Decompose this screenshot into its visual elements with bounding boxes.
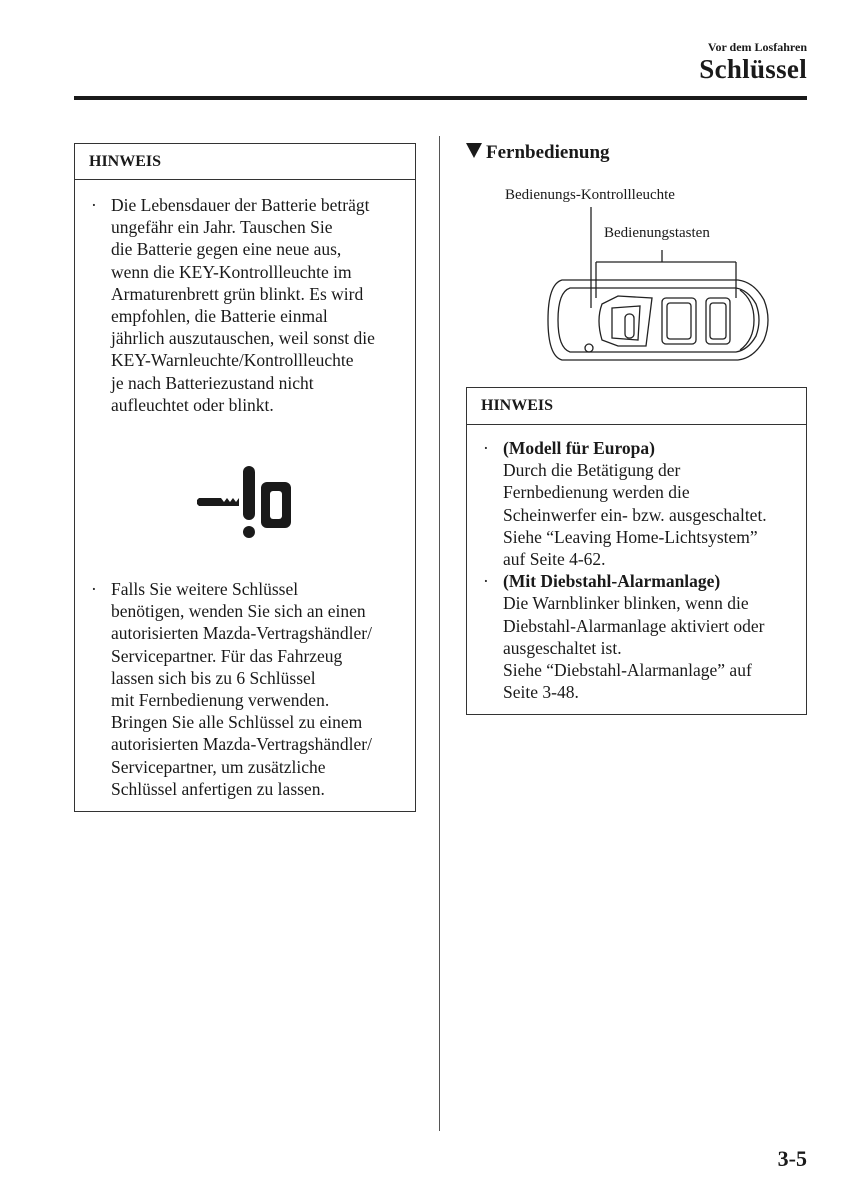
bullet-line: Seite 3-48. (503, 682, 579, 703)
bullet-dot: · (91, 579, 97, 599)
bullet-line: autorisierten Mazda-Vertragshändler/ (111, 734, 372, 755)
note-heading: HINWEIS (89, 152, 162, 170)
bullet-line: Servicepartner, um zusätzliche (111, 756, 326, 777)
page-title: Schlüssel (699, 54, 807, 84)
bullet-line: Siehe “Leaving Home-Lichtsystem” (503, 526, 758, 547)
subheading-text: Fernbedienung (486, 142, 610, 163)
bullet-line: Die Warnblinker blinken, wenn die (503, 593, 749, 614)
bullet-line: auf Seite 4-62. (503, 549, 606, 570)
callout-indicator-label: Bedienungs-Kontrollleuchte (505, 187, 675, 203)
bullet-line: Falls Sie weitere Schlüssel (111, 579, 299, 599)
callout-buttons-label: Bedienungstasten (604, 225, 710, 241)
bullet-line: Die Lebensdauer der Batterie beträgt (111, 195, 370, 215)
bullet-line: die Batterie gegen eine neue aus, (111, 239, 342, 260)
bullet-line: aufleuchtet oder blinkt. (111, 394, 274, 415)
bullet-line: Scheinwerfer ein- bzw. ausgeschaltet. (503, 504, 767, 525)
bullet-line: je nach Batteriezustand nicht (111, 372, 314, 393)
bullet-line: Durch die Betätigung der (503, 460, 681, 481)
right-note-heading-bar (467, 388, 806, 425)
bullet-line: Bringen Sie alle Schlüssel zu einem (111, 712, 363, 733)
subheading-fernbedienung (466, 142, 610, 164)
bullet-line: autorisierten Mazda-Vertragshändler/ (111, 623, 372, 644)
bullet-line: ausgeschaltet ist. (503, 637, 622, 658)
bullet-line: ungefähr ein Jahr. Tauschen Sie (111, 217, 333, 238)
left-note-heading-bar (75, 144, 415, 180)
remote-key-fob-illustration (540, 200, 780, 375)
bullet-dot: · (483, 571, 489, 592)
down-triangle-icon (466, 143, 482, 158)
bullet-line: jährlich auszutauschen, weil sonst die (111, 328, 375, 349)
note-bullet-battery (75, 194, 415, 416)
bullet-line: benötigen, wenden Sie sich an einen (111, 601, 366, 622)
bullet-dot: · (91, 195, 97, 215)
note-item-alarm (467, 570, 806, 703)
note-bullet-extra-keys (75, 578, 451, 800)
note-heading: HINWEIS (481, 397, 554, 414)
bullet-line: KEY-Warnleuchte/Kontrollleuchte (111, 350, 354, 371)
bullet-line: Diebstahl-Alarmanlage aktiviert oder (503, 615, 765, 636)
bullet-line: mit Fernbedienung verwenden. (111, 690, 330, 711)
item-title-text: (Mit Diebstahl-Alarmanlage) (503, 571, 721, 592)
bullet-line: lassen sich bis zu 6 Schlüssel (111, 667, 316, 688)
left-note-box (74, 143, 416, 812)
header-rule (74, 96, 807, 100)
item-title (503, 570, 806, 592)
item-title-text: (Modell für Europa) (503, 438, 655, 458)
bullet-line: Servicepartner. Für das Fahrzeug (111, 645, 343, 666)
bullet-line: wenn die KEY-Kontrollleuchte im (111, 261, 352, 282)
bullet-dot: · (483, 438, 489, 458)
key-warning-icon (195, 462, 299, 542)
item-title (503, 437, 806, 459)
bullet-line: Schlüssel anfertigen zu lassen. (111, 778, 325, 799)
note-item-europe (467, 437, 806, 570)
bullet-line: Siehe “Diebstahl-Alarmanlage” auf (503, 660, 752, 681)
section-title: Vor dem Losfahren (707, 40, 807, 54)
page-number: 3-5 (777, 1146, 807, 1171)
bullet-line: Fernbedienung werden die (503, 482, 690, 503)
right-note-box (466, 387, 807, 715)
bullet-line: empfohlen, die Batterie einmal (111, 306, 328, 327)
bullet-line: Armaturenbrett grün blinkt. Es wird (111, 283, 364, 304)
